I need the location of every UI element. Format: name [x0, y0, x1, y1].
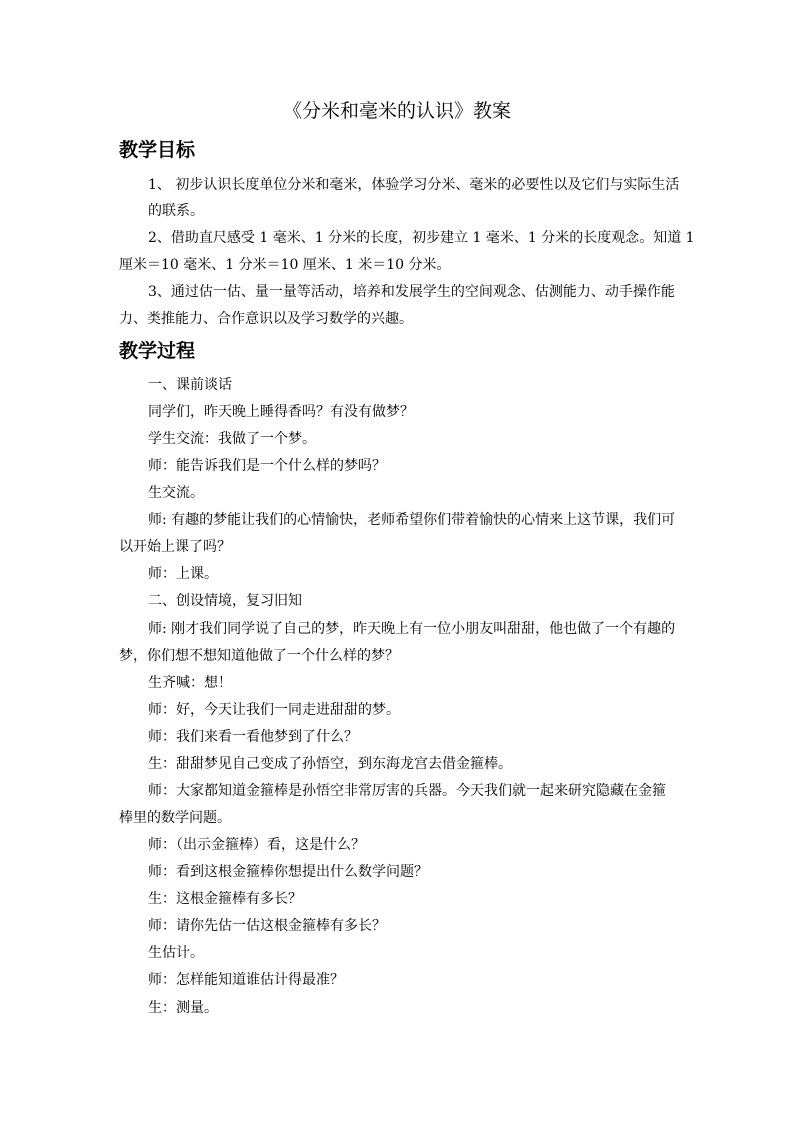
process-line: 师：看到这根金箍棒你想提出什么数学问题？: [148, 864, 428, 880]
process-line: 师：能告诉我们是一个什么样的梦吗？: [148, 458, 386, 474]
process-line: 师：（出示金箍棒）看，这是什么？: [148, 837, 365, 853]
objective-line: 3、通过估一估、量一量等活动，培养和发展学生的空间观念、估测能力、动手操作能: [148, 284, 675, 300]
process-line: 生交流。: [148, 485, 204, 501]
process-line: 以开始上课了吗？: [119, 539, 231, 555]
process-line: 棒里的数学问题。: [119, 810, 231, 826]
process-line: 生：甜甜梦见自己变成了孙悟空，到东海龙宫去借金箍棒。: [148, 756, 512, 772]
objective-line: 2、借助直尺感受 1 毫米、1 分米的长度，初步建立 1 毫米、1 分米的长度观念。知道 1: [148, 230, 695, 246]
process-line: 生估计。: [148, 945, 204, 961]
process-line: 一、课前谈话: [148, 377, 232, 393]
process-line: 生：测量。: [148, 1000, 218, 1016]
process-line: 师：请你先估一估这根金箍棒有多长？: [148, 918, 386, 934]
process-line: 二、创设情境，复习旧知: [148, 593, 302, 609]
process-line: 梦，你们想不想知道他做了一个什么样的梦？: [119, 648, 399, 664]
section-heading-process: 教学过程: [119, 340, 196, 362]
process-line: 师: 有趣的梦能让我们的心情愉快，老师希望你们带着愉快的心情来上这节课，我们可: [148, 512, 676, 528]
process-line: 学生交流：我做了一个梦。: [148, 431, 316, 447]
objective-line: 的联系。: [148, 203, 204, 219]
objective-line: 力、类推能力、合作意识以及学习数学的兴趣。: [119, 311, 413, 327]
process-line: 师：上课。: [148, 566, 218, 582]
objective-line: 1、 初步认识长度单位分米和毫米，体验学习分米、毫米的必要性以及它们与实际生活: [148, 177, 680, 193]
process-line: 师：怎样能知道谁估计得最准？: [148, 972, 344, 988]
process-line: 师：我们来看一看他梦到了什么？: [148, 729, 358, 745]
section-heading-objectives: 教学目标: [119, 139, 196, 161]
process-line: 同学们，昨天晚上睡得香吗？有没有做梦？: [148, 404, 414, 420]
objective-line: 厘米＝10 毫米、1 分米＝10 厘米、1 米＝10 分米。: [119, 257, 451, 273]
process-line: 师: 刚才我们同学说了自己的梦，昨天晚上有一位小朋友叫甜甜，他也做了一个有趣的: [148, 621, 676, 637]
process-line: 师：大家都知道金箍棒是孙悟空非常厉害的兵器。今天我们就一起来研究隐藏在金箍: [148, 783, 666, 799]
process-line: 生齐喊：想！: [148, 675, 232, 691]
process-line: 师：好，今天让我们一同走进甜甜的梦。: [148, 702, 400, 718]
document-title: 《分米和毫米的认识》教案: [282, 100, 511, 122]
process-line: 生：这根金箍棒有多长？: [148, 891, 302, 907]
